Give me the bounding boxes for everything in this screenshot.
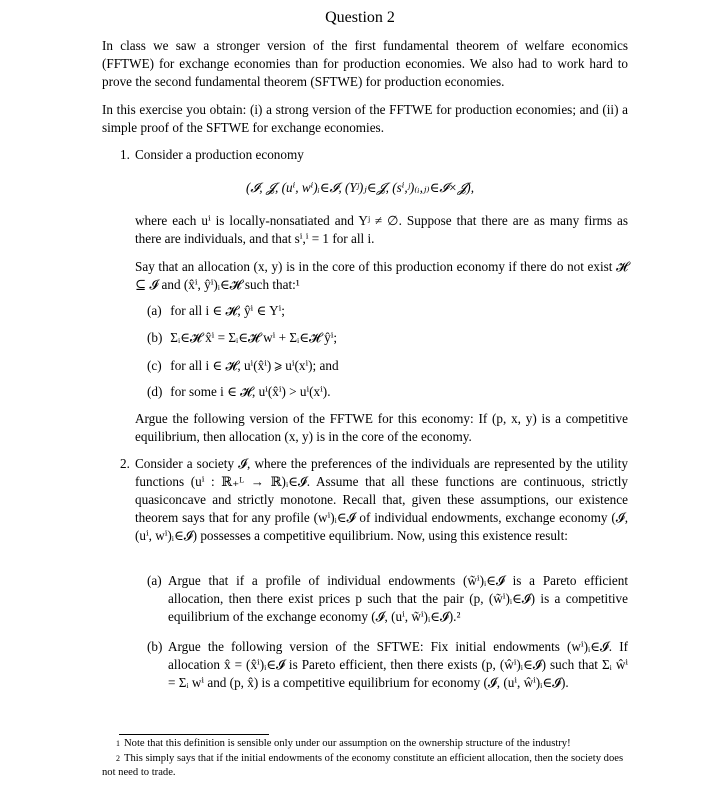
item-1-number: 1.	[120, 147, 130, 162]
footnote-2	[102, 752, 628, 780]
core-condition-b	[147, 329, 337, 347]
part-text: Argue that if a profile of individual endowments (w̃ⁱ)ᵢ∈𝓘 is a Pareto efficient allocation, then there exist prices p such that the pair (p, (w̃ⁱ)ᵢ∈𝓘) is a competitive equilibrium of the exchange economy (𝓘, (uⁱ, w̃ⁱ)ᵢ∈𝓘).²	[168, 573, 628, 624]
core-condition-c	[147, 357, 339, 375]
condition-label: (d)	[147, 384, 163, 399]
question-title: Question 2	[325, 9, 395, 26]
core-condition-a	[147, 302, 285, 320]
part-text: Argue the following version of the SFTWE: Fix initial endowments (wⁱ)ᵢ∈𝓘. If allocation x̂ = (x̂ⁱ)ᵢ∈𝓘 is Pareto efficient, then there exists (p, (ŵⁱ)ᵢ∈𝓘) such that Σᵢ ŵⁱ = Σᵢ wⁱ and (p, x̂) is a competitive equilibrium for economy (𝓘, (uⁱ, ŵⁱ)ᵢ∈𝓘).	[168, 639, 628, 690]
condition-label: (b)	[147, 330, 163, 345]
condition-text: Σᵢ∈𝓗 x̂ⁱ = Σᵢ∈𝓗 wⁱ + Σᵢ∈𝓗 ŷⁱ;	[170, 330, 338, 345]
condition-text: for all i ∈ 𝓗, uⁱ(x̂ⁱ) ⩾ uⁱ(xⁱ); and	[170, 358, 339, 373]
part-label: (a)	[147, 573, 162, 588]
item-1-lead: Consider a production economy	[135, 147, 304, 162]
intro-paragraph-2: In this exercise you obtain: (i) a strong version of the FFTWE for production economies; and (ii) a simple proof of the SFTWE for exchange economies.	[102, 102, 628, 135]
footnote-rule	[119, 734, 269, 735]
item-2-part-a	[147, 572, 628, 626]
item-2-part-b	[147, 638, 628, 692]
footnote-text: This simply says that if the initial endowments of the economy constitute an efficient allocation, then the society does not need to trade.	[102, 753, 624, 778]
intro-paragraph-1: In class we saw a stronger version of the first fundamental theorem of welfare economics (FFTWE) for exchange economies than for production economies. We also had to work hard to prove the second fundamental theorem (SFTWE) for production economies.	[102, 38, 628, 89]
footnote-text: Note that this definition is sensible only under our assumption on the ownership structure of the industry!	[124, 738, 571, 749]
condition-label: (c)	[147, 358, 162, 373]
condition-label: (a)	[147, 303, 162, 318]
footnote-mark: 1	[116, 739, 120, 748]
condition-text: for all i ∈ 𝓗, ŷⁱ ∈ Yⁱ;	[170, 303, 285, 318]
item-1-paragraph-3: Argue the following version of the FFTWE for this economy: If (p, x, y) is a competitive equilibrium, then allocation (x, y) is in the core of the economy.	[135, 411, 628, 444]
part-label: (b)	[147, 639, 163, 654]
item-1-paragraph-2: Say that an allocation (x, y) is in the core of this production economy if there do not exist 𝓗 ⊆ 𝓘 and (x̂ⁱ, ŷⁱ)ᵢ∈𝓗 such that:¹	[135, 259, 628, 292]
economy-formula: (𝓘, 𝓙, (uⁱ, wⁱ)ᵢ∈𝓘, (Yʲ)ⱼ∈𝓙, (sⁱ,ʲ)₍ᵢ,ⱼ₎∈𝓘×𝓙),	[246, 180, 474, 195]
item-2-number: 2.	[120, 456, 130, 471]
footnote-1	[102, 737, 628, 751]
item-1-paragraph-1: where each uⁱ is locally-nonsatiated and Yʲ ≠ ∅. Suppose that there are as many firms as there are individuals, and that sⁱ,ⁱ = 1 for all i.	[135, 213, 628, 246]
core-condition-d	[147, 383, 331, 401]
footnote-mark: 2	[116, 754, 120, 763]
condition-text: for some i ∈ 𝓗, uⁱ(x̂ⁱ) > uⁱ(xⁱ).	[170, 384, 331, 399]
item-2-paragraph: Consider a society 𝓘, where the preferences of the individuals are represented by the utility functions (uⁱ : ℝ₊ᴸ → ℝ)ᵢ∈𝓘. Assume that all these functions are continuous, strictly quasiconcave and strictly monotone. Recall that, given these assumptions, our existence theorem says that for any profile (wⁱ)ᵢ∈𝓘 of individual endowments, exchange economy (𝓘, (uⁱ, wⁱ)ᵢ∈𝓘) possesses a competitive equilibrium. Now, using this existence result:	[135, 456, 628, 543]
